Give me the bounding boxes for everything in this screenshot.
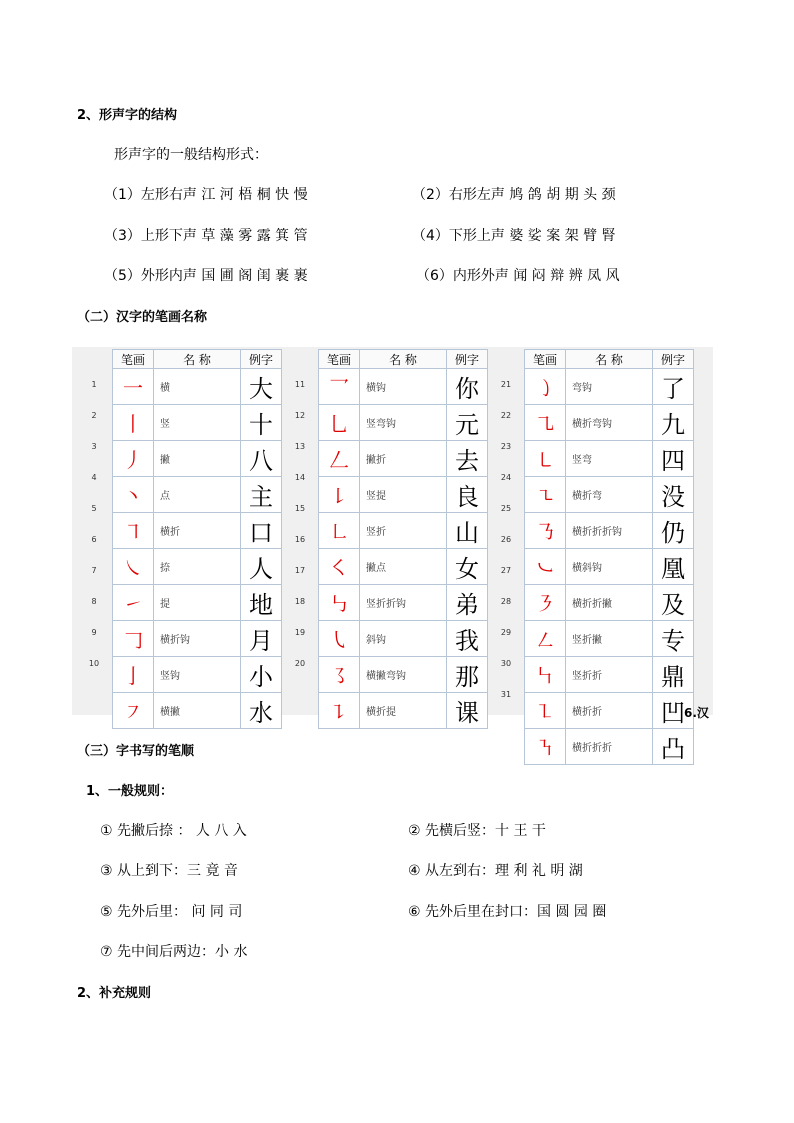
structure-item-4: （4）下形上声 婆 娑 案 架 臂 腎 [412, 228, 616, 244]
stroke-example-char: 没 [653, 477, 694, 513]
stroke-number: 15 [294, 504, 306, 513]
stroke-number: 9 [91, 628, 97, 637]
stroke-example-char: 地 [241, 585, 282, 621]
stroke-row [319, 477, 488, 513]
stroke-row [319, 657, 488, 693]
side-note: 6.汉 [684, 706, 709, 720]
stroke-number: 13 [294, 442, 306, 451]
stroke-number: 23 [500, 442, 512, 451]
stroke-number: 11 [294, 380, 306, 389]
stroke-name: 横撇 [154, 693, 241, 729]
stroke-row [319, 369, 488, 405]
stroke-glyph: ㇉ [319, 585, 360, 621]
stroke-example-char: 专 [653, 621, 694, 657]
stroke-name: 捺 [154, 549, 241, 585]
stroke-glyph: ㇅ [525, 693, 566, 729]
stroke-row [525, 693, 694, 729]
stroke-name: 竖折撇 [566, 621, 653, 657]
stroke-name: 横斜钩 [566, 549, 653, 585]
stroke-glyph: 𠃌 [113, 621, 154, 657]
stroke-number: 27 [500, 566, 512, 575]
stroke-example-char: 十 [241, 405, 282, 441]
header-example: 例字 [241, 350, 282, 369]
stroke-example-char: 凸 [653, 729, 694, 765]
stroke-glyph: ㇂ [319, 621, 360, 657]
order-subheading-supplement: 2、补充规则 [77, 986, 152, 1001]
stroke-glyph: ㇀ [113, 585, 154, 621]
order-rule-7: ⑦ 先中间后两边：小 水 [100, 944, 248, 960]
structure-item-1: （1）左形右声 江 河 梧 桐 快 慢 [104, 187, 308, 203]
order-rule-6: ⑥ 先外后里在封口：国 圆 园 圈 [408, 904, 607, 920]
stroke-row [525, 621, 694, 657]
stroke-name: 横折 [154, 513, 241, 549]
stroke-row [319, 513, 488, 549]
section-heading-strokes: （二）汉字的笔画名称 [77, 310, 208, 325]
stroke-glyph: ㇋ [525, 585, 566, 621]
stroke-number: 19 [294, 628, 306, 637]
stroke-row [319, 693, 488, 729]
stroke-row [525, 585, 694, 621]
structure-intro: 形声字的一般结构形式： [114, 147, 268, 163]
stroke-glyph: 丨 [113, 405, 154, 441]
stroke-row [525, 441, 694, 477]
stroke-example-char: 课 [447, 693, 488, 729]
stroke-example-char: 大 [241, 369, 282, 405]
order-rule-1: ① 先撇后捺 ： 人 八 入 [100, 823, 247, 839]
stroke-glyph: ㇎ [525, 729, 566, 765]
stroke-number: 14 [294, 473, 306, 482]
stroke-glyph: 𠃋 [319, 441, 360, 477]
stroke-example-char: 鼎 [653, 657, 694, 693]
stroke-glyph: ㇇ [113, 693, 154, 729]
stroke-name: 横折提 [360, 693, 447, 729]
stroke-name: 提 [154, 585, 241, 621]
stroke-name: 横 [154, 369, 241, 405]
section-heading-structure: 2、形声字的结构 [77, 108, 178, 123]
section-heading-order: （三）字书写的笔顺 [77, 744, 195, 759]
stroke-name: 横折弯 [566, 477, 653, 513]
stroke-name: 撇折 [360, 441, 447, 477]
stroke-row [113, 405, 282, 441]
stroke-row [319, 405, 488, 441]
stroke-row [525, 477, 694, 513]
stroke-name: 横折弯钩 [566, 405, 653, 441]
stroke-number: 18 [294, 597, 306, 606]
stroke-example-char: 了 [653, 369, 694, 405]
stroke-number: 31 [500, 690, 512, 699]
stroke-example-char: 及 [653, 585, 694, 621]
stroke-number: 10 [88, 659, 100, 668]
stroke-table-1 [112, 349, 282, 729]
stroke-row [113, 513, 282, 549]
stroke-name: 横折折折 [566, 729, 653, 765]
stroke-row [525, 369, 694, 405]
stroke-name: 撇 [154, 441, 241, 477]
stroke-glyph: ㇙ [319, 477, 360, 513]
stroke-example-char: 弟 [447, 585, 488, 621]
order-subheading-general: 1、一般规则： [86, 784, 174, 799]
stroke-name: 点 [154, 477, 241, 513]
header-stroke: 笔画 [319, 350, 360, 369]
order-rule-5: ⑤ 先外后里： 问 同 司 [100, 904, 243, 920]
stroke-number: 30 [500, 659, 512, 668]
order-rule-2: ② 先横后竖：十 王 干 [408, 823, 546, 839]
stroke-name: 横折折撇 [566, 585, 653, 621]
stroke-glyph: ㇏ [113, 549, 154, 585]
structure-item-2: （2）右形左声 鸠 鸽 胡 期 头 颈 [412, 187, 616, 203]
stroke-name: 横折折 [566, 693, 653, 729]
stroke-example-char: 口 [241, 513, 282, 549]
stroke-number: 22 [500, 411, 512, 420]
structure-item-6: （6）内形外声 闻 闷 辩 辨 凤 风 [416, 268, 620, 284]
stroke-name: 弯钩 [566, 369, 653, 405]
stroke-name: 竖弯 [566, 441, 653, 477]
stroke-glyph: 乛 [319, 369, 360, 405]
stroke-example-char: 那 [447, 657, 488, 693]
stroke-name: 竖弯钩 [360, 405, 447, 441]
stroke-name: 竖折 [360, 513, 447, 549]
stroke-glyph: 丿 [113, 441, 154, 477]
stroke-glyph: ㇊ [319, 693, 360, 729]
stroke-glyph: ㇌ [319, 657, 360, 693]
stroke-name: 横钩 [360, 369, 447, 405]
header-name: 名 称 [566, 350, 653, 369]
stroke-number: 16 [294, 535, 306, 544]
stroke-number: 1 [91, 380, 97, 389]
stroke-name: 撇点 [360, 549, 447, 585]
stroke-name: 横折折折钩 [566, 513, 653, 549]
stroke-example-char: 仍 [653, 513, 694, 549]
stroke-row [525, 405, 694, 441]
stroke-name: 竖提 [360, 477, 447, 513]
stroke-example-char: 我 [447, 621, 488, 657]
stroke-glyph: ㇄ [525, 441, 566, 477]
stroke-example-char: 四 [653, 441, 694, 477]
stroke-number: 7 [91, 566, 97, 575]
stroke-example-char: 八 [241, 441, 282, 477]
order-rule-4: ④ 从左到右：理 利 礼 明 湖 [408, 863, 583, 879]
header-name: 名 称 [360, 350, 447, 369]
stroke-row [113, 369, 282, 405]
stroke-example-char: 你 [447, 369, 488, 405]
stroke-row [319, 621, 488, 657]
stroke-example-char: 主 [241, 477, 282, 513]
stroke-example-char: 去 [447, 441, 488, 477]
stroke-number: 8 [91, 597, 97, 606]
stroke-glyph: ㇍ [525, 477, 566, 513]
structure-item-3: （3）上形下声 草 藻 雾 露 箕 管 [104, 228, 308, 244]
stroke-glyph: ㇃ [525, 549, 566, 585]
stroke-number: 29 [500, 628, 512, 637]
stroke-glyph: ㇞ [525, 657, 566, 693]
stroke-glyph: ㇈ [525, 405, 566, 441]
stroke-row [113, 621, 282, 657]
stroke-row [319, 441, 488, 477]
stroke-example-char: 良 [447, 477, 488, 513]
stroke-row [113, 657, 282, 693]
stroke-table-2 [318, 349, 488, 729]
stroke-glyph: 一 [113, 369, 154, 405]
stroke-name: 横折钩 [154, 621, 241, 657]
stroke-example-char: 山 [447, 513, 488, 549]
stroke-number: 4 [91, 473, 97, 482]
stroke-example-char: 女 [447, 549, 488, 585]
stroke-row [113, 585, 282, 621]
stroke-glyph: ㇗ [319, 513, 360, 549]
stroke-number: 25 [500, 504, 512, 513]
stroke-name: 竖折折 [566, 657, 653, 693]
stroke-example-char: 月 [241, 621, 282, 657]
stroke-number: 24 [500, 473, 512, 482]
stroke-example-char: 元 [447, 405, 488, 441]
stroke-row [525, 729, 694, 765]
stroke-number: 12 [294, 411, 306, 420]
stroke-example-char: 小 [241, 657, 282, 693]
stroke-row [113, 441, 282, 477]
header-stroke: 笔画 [525, 350, 566, 369]
stroke-name: 竖钩 [154, 657, 241, 693]
stroke-number: 5 [91, 504, 97, 513]
stroke-row [319, 549, 488, 585]
stroke-row [525, 657, 694, 693]
stroke-example-char: 凰 [653, 549, 694, 585]
stroke-name: 竖折折钩 [360, 585, 447, 621]
stroke-row [113, 477, 282, 513]
stroke-example-char: 水 [241, 693, 282, 729]
header-example: 例字 [447, 350, 488, 369]
stroke-number: 26 [500, 535, 512, 544]
stroke-row [113, 549, 282, 585]
stroke-row [113, 693, 282, 729]
stroke-example-char: 凹 [653, 693, 694, 729]
stroke-number: 20 [294, 659, 306, 668]
stroke-glyph: 丶 [113, 477, 154, 513]
header-stroke: 笔画 [113, 350, 154, 369]
stroke-glyph: ㇕ [113, 513, 154, 549]
stroke-name: 竖 [154, 405, 241, 441]
stroke-name: 斜钩 [360, 621, 447, 657]
order-rule-3: ③ 从上到下：三 竟 音 [100, 863, 238, 879]
stroke-number: 6 [91, 535, 97, 544]
stroke-row [319, 585, 488, 621]
stroke-row [525, 549, 694, 585]
stroke-name: 横撇弯钩 [360, 657, 447, 693]
stroke-example-char: 人 [241, 549, 282, 585]
stroke-glyph: ㇜ [525, 621, 566, 657]
stroke-number: 28 [500, 597, 512, 606]
header-name: 名 称 [154, 350, 241, 369]
stroke-glyph: 亅 [113, 657, 154, 693]
stroke-row [525, 513, 694, 549]
stroke-number: 17 [294, 566, 306, 575]
structure-item-5: （5）外形内声 国 圃 阁 闺 裹 裹 [104, 268, 308, 284]
stroke-number: 2 [91, 411, 97, 420]
stroke-example-char: 九 [653, 405, 694, 441]
stroke-glyph: ㇁ [525, 369, 566, 405]
stroke-glyph: ㇛ [319, 549, 360, 585]
stroke-number: 3 [91, 442, 97, 451]
stroke-glyph: ㇡ [525, 513, 566, 549]
stroke-number: 21 [500, 380, 512, 389]
stroke-glyph: 乚 [319, 405, 360, 441]
header-example: 例字 [653, 350, 694, 369]
stroke-table-3 [524, 349, 694, 765]
